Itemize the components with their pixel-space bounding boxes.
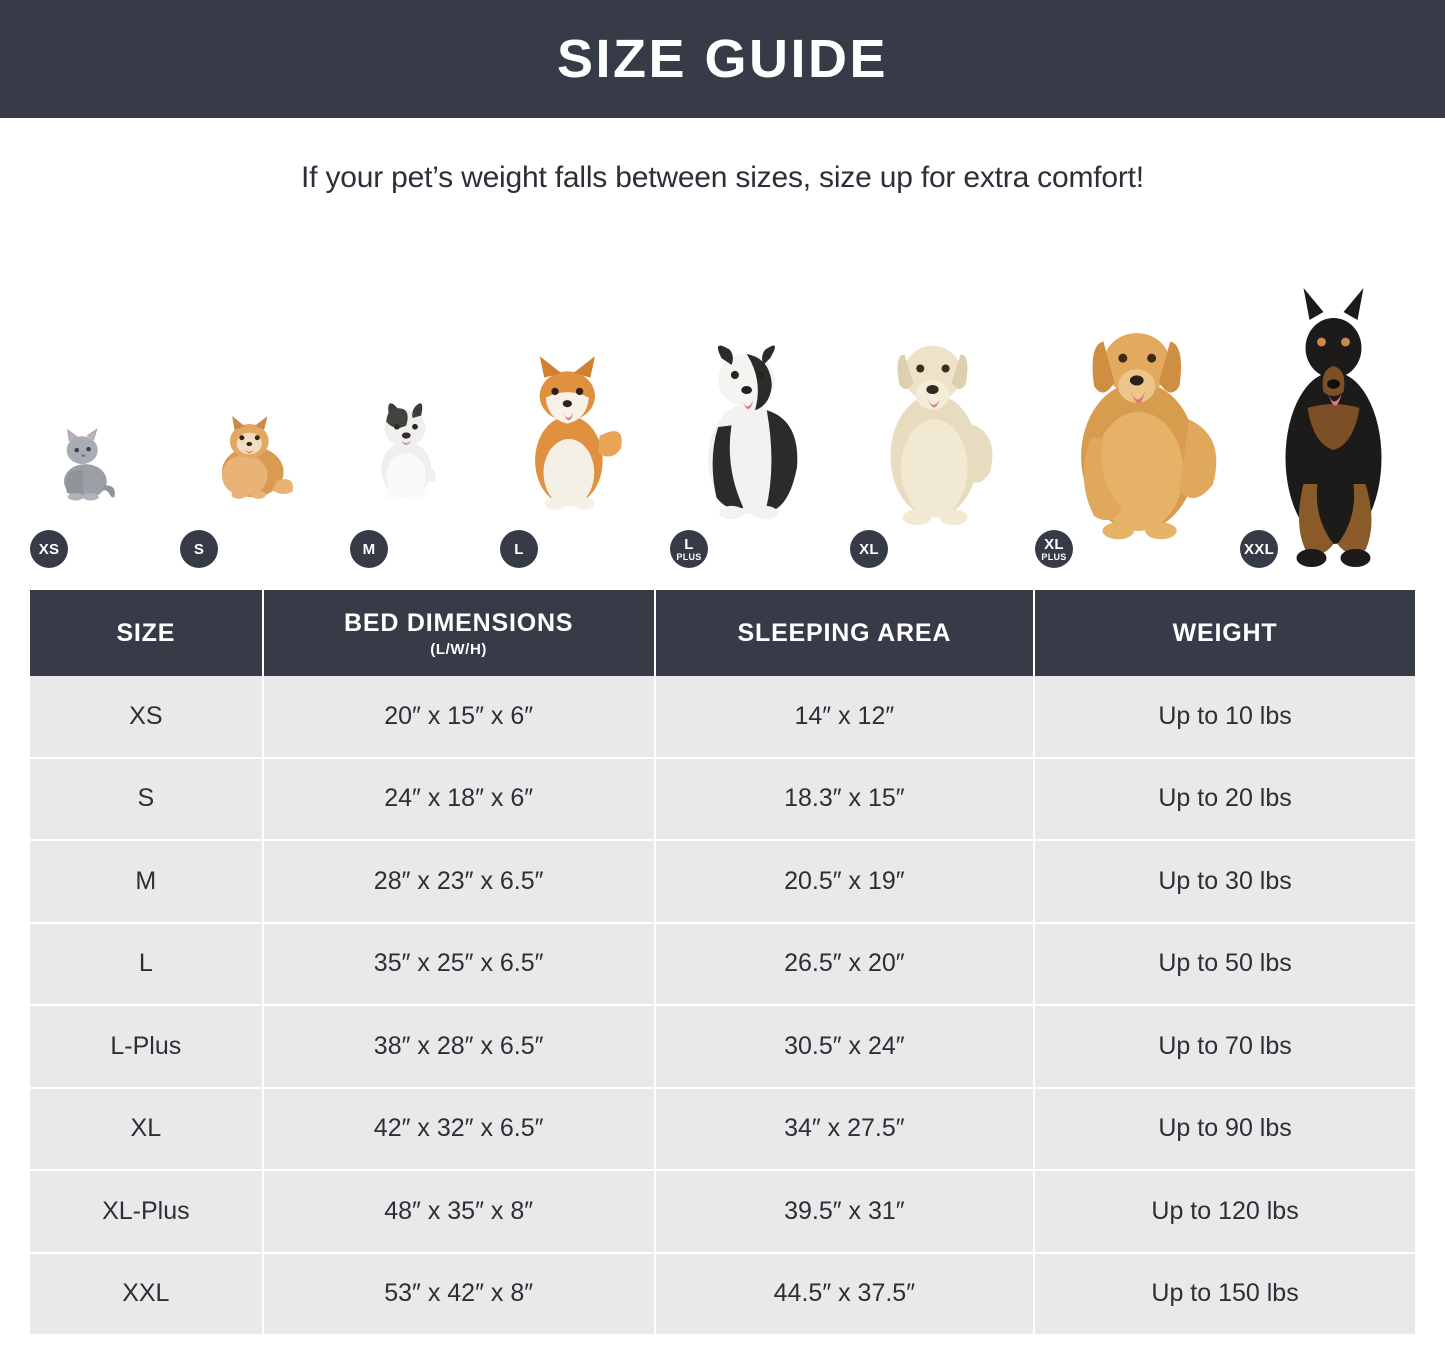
cell-sleeping-area: 39.5″ x 31″ xyxy=(655,1170,1034,1253)
size-badge-label: XL xyxy=(1044,535,1064,553)
cell-bed-dimensions: 48″ x 35″ x 8″ xyxy=(263,1170,655,1253)
table-row xyxy=(30,758,1415,841)
cell-weight: Up to 90 lbs xyxy=(1034,1088,1415,1171)
cell-weight: Up to 70 lbs xyxy=(1034,1005,1415,1088)
cell-weight: Up to 150 lbs xyxy=(1034,1253,1415,1335)
cell-size: XS xyxy=(30,676,263,758)
pet-illustration-cat-gray xyxy=(30,418,160,568)
size-badge-label: XS xyxy=(38,540,60,558)
table-row xyxy=(30,676,1415,758)
pet-size-illustrations xyxy=(30,238,1415,568)
size-badge xyxy=(670,530,708,568)
size-badge-label: L xyxy=(684,535,694,553)
table-row xyxy=(30,1005,1415,1088)
table-row xyxy=(30,1088,1415,1171)
table-row xyxy=(30,923,1415,1006)
pet-illustration-french-bulldog xyxy=(350,393,480,568)
cell-weight: Up to 30 lbs xyxy=(1034,840,1415,923)
cell-sleeping-area: 44.5″ x 37.5″ xyxy=(655,1253,1034,1335)
size-badge-label: M xyxy=(362,540,376,558)
pet-illustration-golden-retriever xyxy=(1035,308,1220,568)
subtitle-section xyxy=(0,118,1445,238)
column-header-size-label: SIZE xyxy=(116,618,176,647)
cell-weight: Up to 10 lbs xyxy=(1034,676,1415,758)
size-badge xyxy=(350,530,388,568)
cell-size: M xyxy=(30,840,263,923)
cell-size: XL xyxy=(30,1088,263,1171)
cell-size: L-Plus xyxy=(30,1005,263,1088)
size-badge-sublabel: PLUS xyxy=(676,551,702,562)
cell-bed-dimensions: 20″ x 15″ x 6″ xyxy=(263,676,655,758)
table-row xyxy=(30,840,1415,923)
doberman-icon xyxy=(1240,288,1415,568)
size-badge-label: S xyxy=(193,540,205,558)
column-header-bed-dimensions-sublabel: (L/W/H) xyxy=(430,640,487,658)
cell-bed-dimensions: 35″ x 25″ x 6.5″ xyxy=(263,923,655,1006)
table-body xyxy=(30,676,1415,1334)
cell-sleeping-area: 20.5″ x 19″ xyxy=(655,840,1034,923)
cell-size: S xyxy=(30,758,263,841)
table-row xyxy=(30,1170,1415,1253)
size-table-section xyxy=(30,590,1415,1334)
header-bar xyxy=(0,0,1445,118)
french-bulldog-icon xyxy=(350,393,480,568)
border-collie-icon xyxy=(670,333,830,568)
column-header-weight xyxy=(1034,590,1415,676)
pet-illustration-pomeranian xyxy=(180,408,330,568)
cell-size: XL-Plus xyxy=(30,1170,263,1253)
column-header-bed-dimensions xyxy=(263,590,655,676)
cat-gray-icon xyxy=(30,418,160,568)
cell-bed-dimensions: 42″ x 32″ x 6.5″ xyxy=(263,1088,655,1171)
labrador-retriever-icon xyxy=(850,323,1015,568)
pet-illustration-border-collie xyxy=(670,333,830,568)
size-badge-label: L xyxy=(514,540,524,558)
cell-sleeping-area: 18.3″ x 15″ xyxy=(655,758,1034,841)
cell-weight: Up to 20 lbs xyxy=(1034,758,1415,841)
cell-sleeping-area: 14″ x 12″ xyxy=(655,676,1034,758)
size-table xyxy=(30,590,1415,1334)
cell-bed-dimensions: 38″ x 28″ x 6.5″ xyxy=(263,1005,655,1088)
pet-illustration-doberman xyxy=(1240,288,1415,568)
table-header-row xyxy=(30,590,1415,676)
cell-sleeping-area: 34″ x 27.5″ xyxy=(655,1088,1034,1171)
page-title: SIZE GUIDE xyxy=(556,29,889,89)
column-header-bed-dimensions-label: BED DIMENSIONS xyxy=(344,608,574,637)
cell-bed-dimensions: 53″ x 42″ x 8″ xyxy=(263,1253,655,1335)
column-header-weight-label: WEIGHT xyxy=(1172,618,1278,647)
subtitle-text: If your pet’s weight falls between sizes, size up for extra comfort! xyxy=(301,161,1144,194)
size-badge xyxy=(180,530,218,568)
column-header-sleeping-area-label: SLEEPING AREA xyxy=(737,618,952,647)
size-badge xyxy=(850,530,888,568)
table-header xyxy=(30,590,1415,676)
cell-sleeping-area: 30.5″ x 24″ xyxy=(655,1005,1034,1088)
size-badge xyxy=(30,530,68,568)
size-badge-label: XL xyxy=(859,540,879,558)
cell-weight: Up to 50 lbs xyxy=(1034,923,1415,1006)
size-badge-sublabel: PLUS xyxy=(1041,551,1067,562)
size-badge xyxy=(1240,530,1278,568)
size-badge xyxy=(500,530,538,568)
cell-size: L xyxy=(30,923,263,1006)
column-header-size xyxy=(30,590,263,676)
cell-weight: Up to 120 lbs xyxy=(1034,1170,1415,1253)
cell-bed-dimensions: 24″ x 18″ x 6″ xyxy=(263,758,655,841)
golden-retriever-icon xyxy=(1035,308,1220,568)
shiba-inu-icon xyxy=(500,353,650,568)
cell-sleeping-area: 26.5″ x 20″ xyxy=(655,923,1034,1006)
pet-illustration-labrador-retriever xyxy=(850,323,1015,568)
column-header-sleeping-area xyxy=(655,590,1034,676)
size-badge xyxy=(1035,530,1073,568)
cell-bed-dimensions: 28″ x 23″ x 6.5″ xyxy=(263,840,655,923)
pomeranian-icon xyxy=(180,408,330,568)
pet-illustration-shiba-inu xyxy=(500,353,650,568)
cell-size: XXL xyxy=(30,1253,263,1335)
size-badge-label: XXL xyxy=(1243,540,1275,558)
table-row xyxy=(30,1253,1415,1335)
